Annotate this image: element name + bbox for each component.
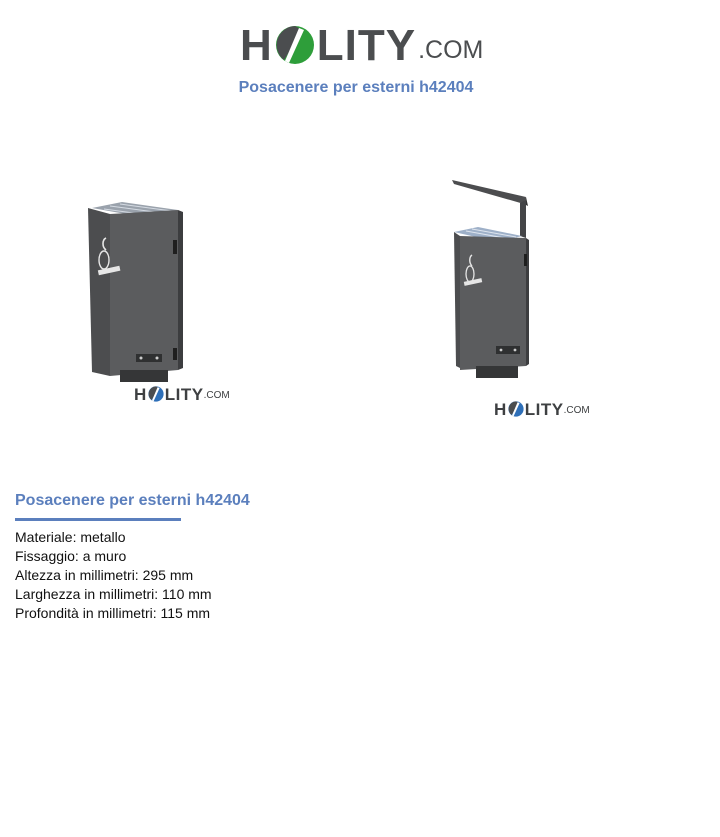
logo-text-com: .COM bbox=[418, 36, 484, 64]
spec-item: Fissaggio: a muro bbox=[15, 548, 127, 564]
title-underline bbox=[15, 518, 181, 521]
product-image-closed bbox=[80, 200, 240, 420]
page-title: Posacenere per esterni h42404 bbox=[238, 79, 474, 96]
mini-logo-h: H bbox=[134, 385, 147, 404]
logo-ball-icon bbox=[148, 386, 164, 402]
logo-text-lity: LITY bbox=[316, 21, 417, 70]
description-title: Posacenere per esterni h42404 bbox=[15, 492, 250, 509]
spec-list bbox=[15, 528, 212, 623]
mini-logo-lity: LITY bbox=[164, 385, 204, 404]
brand-logo[interactable] bbox=[240, 10, 483, 68]
mini-logo-h: H bbox=[494, 400, 507, 419]
mini-logo-com: .COM bbox=[563, 405, 590, 416]
logo-ball-icon bbox=[508, 401, 524, 417]
spec-item: Materiale: metallo bbox=[15, 529, 126, 545]
product-image-open bbox=[440, 170, 600, 430]
spec-item: Altezza in millimetri: 295 mm bbox=[15, 567, 194, 583]
logo-text-h: H bbox=[240, 21, 273, 70]
logo-ball-icon bbox=[275, 25, 315, 65]
spec-item: Profondità in millimetri: 115 mm bbox=[15, 605, 211, 621]
spec-item: Larghezza in millimetri: 110 mm bbox=[15, 586, 212, 602]
mini-logo-lity: LITY bbox=[524, 400, 564, 419]
product-logo bbox=[134, 386, 230, 403]
mini-logo-com: .COM bbox=[203, 390, 230, 401]
product-logo bbox=[494, 401, 590, 418]
ashtray-open-illustration bbox=[440, 170, 600, 430]
